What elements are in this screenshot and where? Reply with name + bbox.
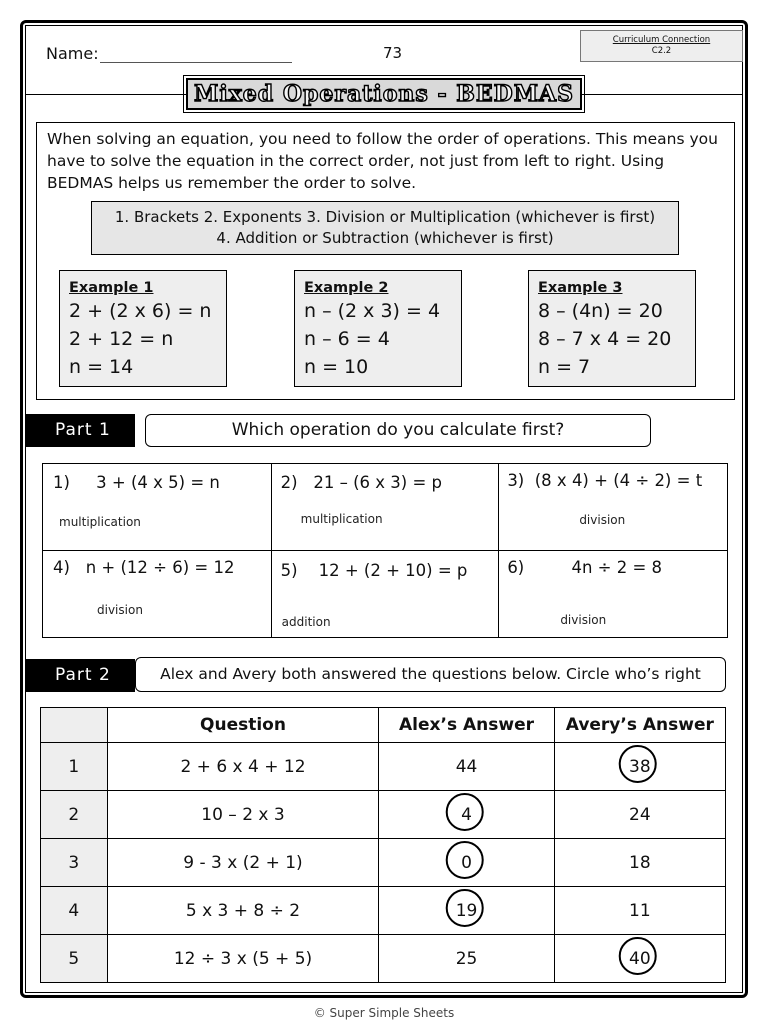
question-expression: n + (12 ÷ 6) = 12 bbox=[85, 558, 235, 577]
column-header: Question bbox=[107, 708, 379, 743]
example-line: 8 – 7 x 4 = 20 bbox=[538, 328, 672, 350]
row-number: 5 bbox=[41, 935, 108, 983]
avery-answer[interactable] bbox=[554, 935, 725, 983]
question-cell bbox=[499, 464, 728, 551]
row-number: 2 bbox=[41, 791, 108, 839]
alex-answer[interactable] bbox=[379, 839, 554, 887]
answer-value: 18 bbox=[629, 852, 651, 873]
avery-answer[interactable] bbox=[554, 887, 725, 935]
intro-text: When solving an equation, you need to follow the order of operations. This means you have to solve the equation in the correct order, not just from left to right. Using BEDMAS helps us remember the order to solve. bbox=[47, 130, 718, 192]
example-line: 2 + 12 = n bbox=[69, 328, 174, 350]
circled-answer: 38 bbox=[629, 756, 651, 777]
table-row bbox=[41, 935, 726, 983]
part-2-question: Alex and Avery both answered the questions below. Circle who’s right bbox=[135, 657, 726, 692]
example-title: Example 2 bbox=[304, 280, 389, 296]
name-field[interactable] bbox=[100, 62, 292, 63]
answer-value: 44 bbox=[455, 756, 478, 777]
circled-answer: 4 bbox=[461, 804, 472, 825]
row-question: 9 - 3 x (2 + 1) bbox=[107, 839, 379, 887]
example-title: Example 3 bbox=[538, 280, 623, 296]
handwritten-answer[interactable]: division bbox=[579, 513, 626, 527]
column-header: Alex’s Answer bbox=[379, 708, 554, 743]
circled-answer: 19 bbox=[455, 900, 478, 921]
row-question: 10 – 2 x 3 bbox=[107, 791, 379, 839]
curriculum-label: Curriculum Connection bbox=[612, 35, 711, 45]
circled-answer: 0 bbox=[461, 852, 472, 873]
page-title: Mixed Operations - BEDMAS bbox=[186, 78, 582, 110]
answers-table bbox=[40, 707, 726, 983]
answer-value: 25 bbox=[455, 948, 478, 969]
part-1-question: Which operation do you calculate first? bbox=[145, 414, 651, 447]
question-expression: 3 + (4 x 5) = n bbox=[96, 473, 220, 492]
name-label: Name: bbox=[46, 44, 99, 63]
example-line: n = 14 bbox=[69, 356, 134, 378]
row-question: 5 x 3 + 8 ÷ 2 bbox=[107, 887, 379, 935]
question-cell bbox=[271, 551, 499, 638]
column-header: Avery’s Answer bbox=[554, 708, 725, 743]
question-number: 3) bbox=[507, 471, 525, 490]
part-1-label: Part 1 bbox=[25, 414, 135, 447]
question-number: 6) bbox=[507, 558, 525, 577]
question-cell bbox=[271, 464, 499, 551]
table-row bbox=[41, 887, 726, 935]
example-line: 8 – (4n) = 20 bbox=[538, 300, 663, 322]
circled-answer: 40 bbox=[629, 948, 651, 969]
example-title: Example 1 bbox=[69, 280, 154, 296]
question-cell bbox=[43, 551, 272, 638]
avery-answer[interactable] bbox=[554, 791, 725, 839]
example-2-box bbox=[294, 270, 462, 387]
table-row bbox=[41, 839, 726, 887]
example-line: 2 + (2 x 6) = n bbox=[69, 300, 212, 322]
page-number: 73 bbox=[383, 44, 403, 62]
question-number: 1) bbox=[53, 473, 70, 492]
handwritten-answer[interactable]: multiplication bbox=[59, 515, 141, 529]
handwritten-answer[interactable]: addition bbox=[281, 615, 331, 629]
question-expression: 21 – (6 x 3) = p bbox=[313, 473, 442, 492]
row-number: 4 bbox=[41, 887, 108, 935]
row-number: 3 bbox=[41, 839, 108, 887]
column-header bbox=[41, 708, 108, 743]
copyright-footer: © Super Simple Sheets bbox=[313, 1006, 455, 1020]
avery-answer[interactable] bbox=[554, 839, 725, 887]
question-number: 4) bbox=[53, 558, 70, 577]
example-1-box bbox=[59, 270, 227, 387]
example-line: n = 7 bbox=[538, 356, 591, 378]
row-number: 1 bbox=[41, 743, 108, 791]
question-number: 5) bbox=[280, 561, 298, 580]
curriculum-connection-box bbox=[580, 30, 743, 62]
alex-answer[interactable] bbox=[379, 935, 554, 983]
bedmas-rules: 1. Brackets 2. Exponents 3. Division or Multiplication (whichever is first) 4. Addition or Subtraction (whichever is first) bbox=[91, 201, 679, 255]
question-cell bbox=[43, 464, 272, 551]
table-row bbox=[41, 791, 726, 839]
row-question: 2 + 6 x 4 + 12 bbox=[107, 743, 379, 791]
answer-value: 24 bbox=[629, 804, 651, 825]
curriculum-code: C2.2 bbox=[651, 46, 672, 56]
avery-answer[interactable] bbox=[554, 743, 725, 791]
handwritten-answer[interactable]: multiplication bbox=[300, 512, 383, 526]
table-row bbox=[41, 743, 726, 791]
row-question: 12 ÷ 3 x (5 + 5) bbox=[107, 935, 379, 983]
example-line: n – (2 x 3) = 4 bbox=[304, 300, 441, 322]
example-line: n = 10 bbox=[304, 356, 369, 378]
question-expression: (8 x 4) + (4 ÷ 2) = t bbox=[534, 471, 703, 490]
example-3-box bbox=[528, 270, 696, 387]
alex-answer[interactable] bbox=[379, 791, 554, 839]
part-2-label: Part 2 bbox=[25, 659, 135, 692]
question-expression: 12 + (2 + 10) = p bbox=[318, 561, 468, 580]
question-cell bbox=[499, 551, 728, 638]
answer-value: 11 bbox=[629, 900, 651, 921]
alex-answer[interactable] bbox=[379, 887, 554, 935]
part-1-grid bbox=[42, 463, 728, 638]
example-line: n – 6 = 4 bbox=[304, 328, 390, 350]
question-expression: 4n ÷ 2 = 8 bbox=[571, 558, 663, 577]
handwritten-answer[interactable]: division bbox=[97, 603, 143, 617]
question-number: 2) bbox=[280, 473, 298, 492]
alex-answer[interactable] bbox=[379, 743, 554, 791]
handwritten-answer[interactable]: division bbox=[560, 613, 607, 627]
